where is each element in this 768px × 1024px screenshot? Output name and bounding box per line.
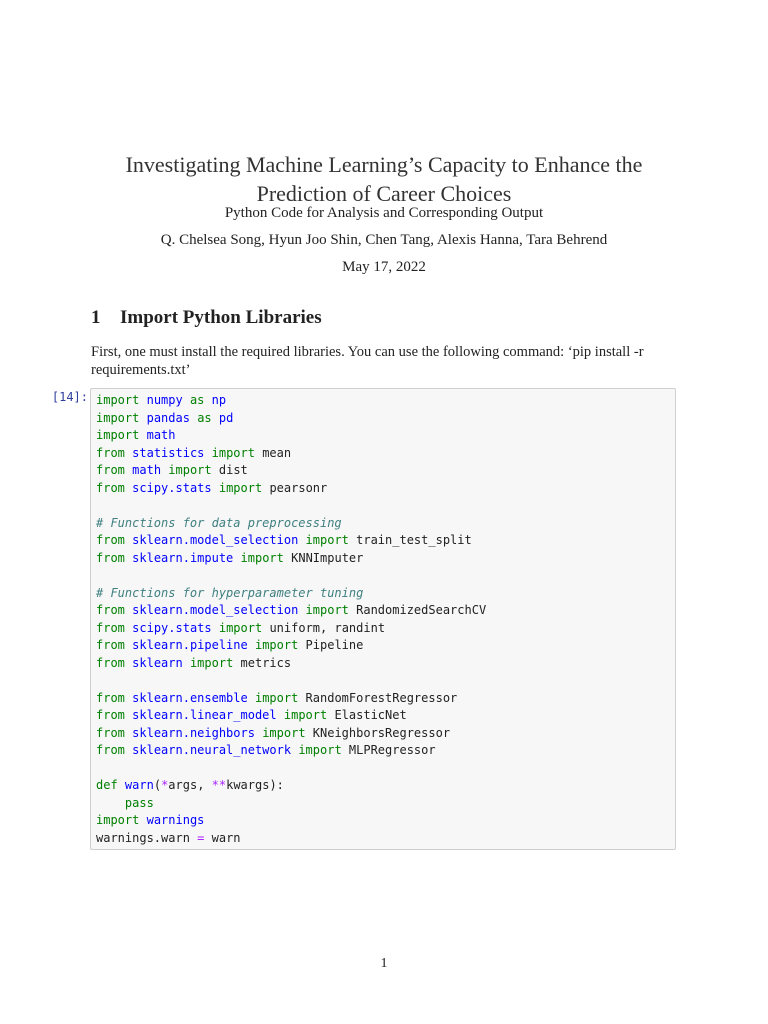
code-token: numpy	[146, 393, 183, 407]
code-token: metrics	[233, 655, 292, 670]
cell-execution-prompt: [14]:	[51, 390, 88, 404]
code-line	[96, 427, 675, 445]
code-cell[interactable]	[90, 388, 676, 850]
code-token: pearsonr	[262, 480, 328, 495]
code-line	[96, 515, 675, 533]
code-token: import	[96, 393, 140, 407]
code-token: scipy.stats	[132, 480, 212, 495]
code-line	[96, 760, 675, 778]
code-token: # Functions for data preprocessing	[96, 515, 342, 530]
page-number: 1	[380, 956, 388, 971]
code-line	[96, 707, 675, 725]
code-token: pass	[124, 795, 154, 810]
code-token: uniform, randint	[262, 620, 386, 635]
code-line	[96, 795, 675, 813]
code-token: sklearn.ensemble	[132, 690, 248, 705]
code-token: pd	[218, 410, 234, 425]
document-date: May 17, 2022	[342, 259, 426, 275]
author-list: Q. Chelsea Song, Hyun Joo Shin, Chen Tang, Alexis Hanna, Tara Behrend	[160, 232, 608, 248]
code-token: import	[283, 708, 328, 722]
code-token: from	[96, 655, 125, 670]
code-token: sklearn.pipeline	[132, 638, 248, 652]
code-line	[96, 550, 675, 568]
code-token: from	[96, 603, 125, 617]
code-token: (	[153, 778, 162, 792]
code-token	[212, 481, 219, 495]
code-token	[233, 551, 240, 565]
code-token: from	[96, 533, 125, 547]
section-title: Import Python Libraries	[120, 307, 322, 328]
code-token: as	[189, 393, 205, 407]
code-token: sklearn.linear_model	[132, 708, 277, 722]
code-token: statistics	[132, 445, 205, 460]
code-token: args,	[168, 778, 212, 792]
code-token	[277, 708, 284, 722]
code-token	[118, 778, 125, 792]
code-token: import	[96, 410, 140, 425]
code-line	[96, 410, 675, 428]
section-intro-paragraph: First, one must install the required libraries. You can use the following command: ‘pip install -r requirements.txt’	[91, 344, 644, 378]
code-token: =	[197, 830, 205, 845]
code-line	[96, 480, 675, 498]
code-line	[96, 445, 675, 463]
title-line-1: Investigating Machine Learning’s Capacity to Enhance the	[125, 152, 643, 177]
code-token: sklearn	[132, 655, 183, 670]
code-line	[96, 462, 675, 480]
code-token: *	[161, 778, 169, 792]
code-token: from	[96, 620, 125, 635]
document-title	[84, 150, 684, 208]
code-token: pandas	[146, 410, 190, 425]
code-token: from	[96, 445, 125, 460]
code-token: from	[96, 638, 125, 652]
code-token: import	[305, 533, 349, 547]
code-token: import	[168, 463, 212, 477]
code-line	[96, 672, 675, 690]
code-line	[96, 812, 675, 830]
code-token: from	[96, 708, 125, 722]
code-token	[212, 621, 219, 635]
code-token: warnings.warn	[96, 830, 198, 845]
code-token	[139, 411, 146, 425]
code-token: import	[262, 725, 306, 740]
code-line	[96, 585, 675, 603]
code-line	[96, 620, 675, 638]
code-token: as	[197, 410, 212, 425]
code-token	[204, 446, 211, 460]
code-token: import	[254, 690, 299, 705]
code-token: sklearn.neighbors	[132, 725, 255, 740]
code-token	[139, 428, 146, 442]
code-token: import	[218, 620, 263, 635]
code-token: import	[96, 428, 140, 442]
code-line	[96, 497, 675, 515]
code-token: # Functions for hyperparameter tuning	[96, 585, 364, 600]
code-token: from	[96, 690, 125, 705]
code-token	[139, 813, 146, 827]
code-token: RandomForestRegressor	[298, 690, 458, 705]
code-token: def	[96, 778, 118, 792]
code-token: from	[96, 463, 125, 477]
code-token: kwargs):	[226, 778, 284, 792]
code-token: math	[146, 428, 176, 442]
code-token	[96, 796, 125, 810]
title-line-2: Prediction of Career Choices	[256, 181, 512, 206]
code-token: math	[132, 463, 162, 477]
section-heading	[91, 307, 322, 329]
code-line	[96, 690, 675, 708]
code-token: import	[189, 655, 234, 670]
code-token: MLPRegressor	[341, 743, 436, 757]
code-line	[96, 777, 675, 795]
code-token	[212, 411, 219, 425]
code-token: sklearn.model_selection	[132, 603, 299, 617]
code-token: train_test_split	[348, 533, 472, 547]
code-token: sklearn.neural_network	[132, 743, 292, 757]
code-block	[96, 392, 675, 847]
code-token: KNeighborsRegressor	[305, 725, 451, 740]
code-token: from	[96, 480, 125, 495]
code-line	[96, 392, 675, 410]
code-token: import	[254, 638, 299, 652]
code-token: RandomizedSearchCV	[348, 603, 487, 617]
code-token	[248, 638, 255, 652]
code-token: KNNImputer	[283, 550, 364, 565]
code-token: dist	[211, 463, 248, 477]
code-token: warnings	[146, 813, 205, 827]
document-subtitle: Python Code for Analysis and Corresponding Output	[224, 205, 544, 221]
code-token	[204, 393, 211, 407]
code-token: np	[211, 393, 227, 407]
code-token: import	[211, 445, 255, 460]
code-token: from	[96, 743, 125, 757]
code-token: from	[96, 725, 125, 740]
code-token	[139, 393, 146, 407]
code-token: import	[305, 603, 349, 617]
code-line	[96, 655, 675, 673]
code-token: warn	[204, 830, 241, 845]
code-token: import	[218, 480, 263, 495]
code-token: mean	[254, 445, 292, 460]
code-token: import	[298, 743, 342, 757]
code-token: import	[96, 813, 140, 827]
code-token	[248, 691, 255, 705]
code-line	[96, 725, 675, 743]
code-token: ElasticNet	[327, 708, 407, 722]
code-line	[96, 567, 675, 585]
code-token: scipy.stats	[132, 620, 212, 635]
code-token	[183, 656, 190, 670]
code-token	[298, 603, 305, 617]
code-line	[96, 742, 675, 760]
code-token	[183, 393, 190, 407]
code-token: sklearn.model_selection	[132, 533, 299, 547]
code-token: **	[211, 778, 227, 792]
code-line	[96, 830, 675, 848]
code-token: sklearn.impute	[132, 550, 234, 565]
code-token: warn	[124, 778, 154, 792]
code-line	[96, 602, 675, 620]
code-token: import	[240, 550, 284, 565]
code-line	[96, 532, 675, 550]
code-line	[96, 637, 675, 655]
code-token: Pipeline	[298, 638, 364, 652]
code-token: from	[96, 550, 125, 565]
code-token	[298, 533, 305, 547]
section-number: 1	[91, 307, 101, 328]
